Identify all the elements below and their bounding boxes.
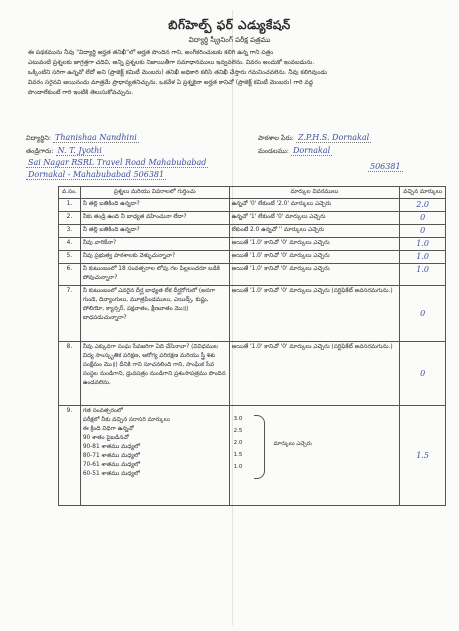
question-cell: నీ కుటుంబంలో 18 సంవత్సరాల లోపు గల పిల్లలందరూ బడికి పోవుచున్నారా? [80,264,229,286]
marks-obtained-cell: 0 [400,286,446,342]
mandal-field [258,146,332,157]
question-cell: నీ తల్లి బతికింది ఉన్నదా? [80,225,229,238]
question-cell: నీ కుటుంబంలో ఎవరైన దీర్ఘ బాధ్యత లేక దీర్ఘరోగులో (అనగా గుండె, దివ్యాంగులు, మూత్రపిండములు, ఎయిడ్స్, కుష్టు, పోలియో, క్యాన్సర్, పక్షవాతం, క్షీణవాతం మొ॥) బాధపడుచున్నారా? [80,286,229,342]
question-cell: నీవు వారికేనా? [80,238,229,251]
marks-obtained-cell: 1.0 [400,251,446,264]
table-row: 5. నీవు ప్రభుత్వ పాఠశాలకు వెళ్ళుచున్నావా? అయితే '1.0' కానిచో '0' మార్కులు ఎచ్చెరు 1.0 [59,251,446,264]
header-serial: వ.సం. [59,187,81,199]
mandal-label: మండలము: [258,147,289,155]
marks-rule-cell: అయితే '1.0' కానిచో '0' మార్కులు ఎచ్చెరు [229,264,400,286]
marks-scale: 3.0 2.5 2.0 1.5 1.0 మార్కులు ఎచ్చెరు [232,407,398,487]
question-cell [80,406,229,506]
student-name-label: విద్యార్థిని: [26,134,51,142]
school-name-field [258,133,371,144]
marks-obtained-cell: 0 [400,342,446,406]
instruction-line: ఒక్కింటిని సరిగా ఉన్నవో లేదో అని (ప్రాజెక్ట్ కమిటీ మెంబరు) తనిఖీ అధికారి కలిసి తనిఖీ చేస్తారు గమనించవలెను. నీవు కలిగివుండు [28,69,328,76]
table-row: 6. నీ కుటుంబంలో 18 సంవత్సరాల లోపు గల పిల్లలందరూ బడికి పోవుచున్నారా? అయితే '1.0' కానిచో '0' మార్కులు ఎచ్చెరు 1.0 [59,264,446,286]
table-header-row [59,187,446,199]
table-row: 3. నీ తల్లి బతికింది ఉన్నదా? లేకుంటే 2.0 ఉన్నచో '' మార్కులు ఎచ్చెరు 0 [59,225,446,238]
marks-obtained-cell: 2.0 [400,199,446,212]
instructions-paragraph [28,48,438,98]
school-name-value: Z.P.H.S. Dornakal [297,133,370,142]
pin-code: 506381 [370,162,401,171]
question-cell: నీవు ఎక్కువగా సంఘ సేవజరిగా ఏది చేసినావా? (వివిధముల విద్య సాంస్కృతిక పరిక్షణ, ఆరోగ్య పరిరక్షణ మరియు స్త్రీ శిశు సంక్షేమం మొ॥) దీనికి గాని సూచనలింది గాని, సాంఘిక సేవ సంస్థల నుండిగాని, ధ్రువపత్రం నుండిగాని ప్రశంసాపత్రము పొందిన ఉండవలెను. [80,342,229,406]
marks-rule-cell: అయితే '1.0' కానిచో '0' మార్కులు ఎచ్చెరు [229,251,400,264]
marks-obtained-cell: 0 [400,225,446,238]
document-title: బిగ్‌హెల్ప్ ఫర్ ఎడ్యుకేషన్ [168,18,291,32]
instruction-line: ఎటువంటి ప్రశ్నలకు జాగ్రత్తగా చదివి, అన్ని ప్రశ్నలకు నిజాయితీగా సమాధానములు ఇవ్వవలెను. వివరం అందుకో ఇంవబడును. [28,59,315,66]
header-question: ప్రశ్నలు మరియు వివరాలలో గుర్తించు [80,187,229,199]
father-name-label: తండ్రిగారు: [26,147,54,155]
marks-obtained-cell: 1.0 [400,264,446,286]
marks-obtained-cell: 1.5 [400,406,446,506]
address-line-2: Dornakal - Mahabubabad 506381 [28,170,165,179]
marks-rule-cell: ఉన్నచో '0' లేకుంటే '2.0' మార్కులు ఎచ్చెరు [229,199,400,212]
marks-obtained-cell: 0 [400,212,446,225]
brace-icon [254,415,265,479]
student-name-field [26,133,139,144]
marks-rule-cell: అయితే '1.0' కానిచో '0' మార్కులు ఎచ్చెరు (సర్టిఫికేట్ అవసరమగును.) [229,286,400,342]
marks-rule-cell: అయితే '1.0' కానిచో '0' మార్కులు ఎచ్చెరు [229,238,400,251]
question-cell: నీవు ప్రభుత్వ పాఠశాలకు వెళ్ళుచున్నావా? [80,251,229,264]
header-marks-obtained: వచ్చిన మార్కులు [400,187,446,199]
question-cell: నీ తల్లి బతికింది ఉన్నదా? [80,199,229,212]
school-name-label: పాఠశాల పేరు: [258,134,294,142]
marks-rule-cell: అయితే '1.0' కానిచో '0' మార్కులు ఎచ్చెరు (సర్టిఫికేట్ అవసరమగును.) [229,342,400,406]
header-marks-detail: మార్కుల వివరములు [229,187,400,199]
instruction-line: ఈ పథకమును నీవు "విద్యార్థి అర్హత తనిఖీ"లో అర్హత పొందిన గాని, అంగీకరించుటకు కలిగి ఉన్న గాని పత్రం [28,49,274,56]
father-name-value: N. T. Jyothi [57,146,102,155]
marks-rule-cell: లేకుంటే 2.0 ఉన్నచో '' మార్కులు ఎచ్చెరు [229,225,400,238]
address-line-1: Sai Nagar RSRL Travel Road Mahabubabad [28,158,207,167]
table-row: 7. నీ కుటుంబంలో ఎవరైన దీర్ఘ బాధ్యత లేక దీర్ఘరోగులో (అనగా గుండె, దివ్యాంగులు, మూత్రపిండములు, ఎయిడ్స్, కుష్టు, పోలియో, క్యాన్సర్, పక్షవాతం, క్షీణవాతం మొ॥) బాధపడుచున్నారా? అయితే '1.0' కానిచో '0' మార్కులు ఎచ్చెరు (సర్టిఫికేట్ అవసరమగును.) 0 [59,286,446,342]
table-row: 4. నీవు వారికేనా? అయితే '1.0' కానిచో '0' మార్కులు ఎచ్చెరు 1.0 [59,238,446,251]
percentage-list: గత సంవత్సరంలో పరీక్షలో నీకు వచ్చిన సరాసరి మార్కులు ఈ క్రింది విధిగా ఉన్నచో 90 శాతం పైబడినచో 90-81 శాతము మధ్యలో 80-71 శాతము మధ్యలో 70-61 శాతము మధ్యలో 60-51 శాతము మధ్యలో [82,408,170,477]
question-cell: నీకు తండ్రి ఉంది నీ బాధ్యత వహించునా లేదా? [80,212,229,225]
marks-rule-cell: ఉన్నచో '1' లేకుంటే '0' మార్కులు ఎచ్చెరు [229,212,400,225]
table-row: 1. నీ తల్లి బతికింది ఉన్నదా? ఉన్నచో '0' లేకుంటే '2.0' మార్కులు ఎచ్చెరు 2.0 [59,199,446,212]
document-subtitle: విద్యార్థి స్క్రీనింగ్ పరీక్ష పత్రము [188,36,271,44]
student-name-value: Thanishaa Nandhini [55,133,137,142]
instruction-line: వివరం సరైనవి అయినందు మాత్రమే ప్రాధాన్యతనిచ్చును. ఒకవేళ ఏ ప్రశ్నకైనా అర్హత కానిచో (ప్రాజెక్ట్ కమిటీ మెంబరు) గారి వద్ద [28,79,313,86]
marks-obtained-cell: 1.0 [400,238,446,251]
father-name-field [26,146,104,157]
marks-rule-cell [229,406,400,506]
mandal-value: Dornakal [293,146,331,155]
table-row: 2. నీకు తండ్రి ఉంది నీ బాధ్యత వహించునా లేదా? ఉన్నచో '1' లేకుంటే '0' మార్కులు ఎచ్చెరు 0 [59,212,446,225]
screening-table [58,186,446,506]
instruction-line: పొందాలేకుంటే గారి ఇంటికి తెలుసుకోవచ్చును. [28,89,134,96]
table-row: 8. నీవు ఎక్కువగా సంఘ సేవజరిగా ఏది చేసినావా? (వివిధముల విద్య సాంస్కృతిక పరిక్షణ, ఆరోగ్య పరిరక్షణ మరియు స్త్రీ శిశు సంక్షేమం మొ॥) దీనికి గాని సూచనలింది గాని, సాంఘిక సేవ సంస్థల నుండిగాని, ధ్రువపత్రం నుండిగాని ప్రశంసాపత్రము పొందిన ఉండవలెను. అయితే '1.0' కానిచో '0' మార్కులు ఎచ్చెరు (సర్టిఫికేట్ అవసరమగును.) 0 [59,342,446,406]
table-row: 9. గత సంవత్సరంలో పరీక్షలో నీకు వచ్చిన సరాసరి మార్కులు ఈ క్రింది విధిగా ఉన్నచో 90 శాతం పైబడినచో 90-81 శాతము మధ్యలో 80-71 శాతము మధ్యలో 70-61 శాతము మధ్యలో 60-51 శాతము మధ్యలో 3.0 2.5 2.0 1.5 1.0 మార్కులు ఎచ్చెరు 1.5 [59,406,446,506]
